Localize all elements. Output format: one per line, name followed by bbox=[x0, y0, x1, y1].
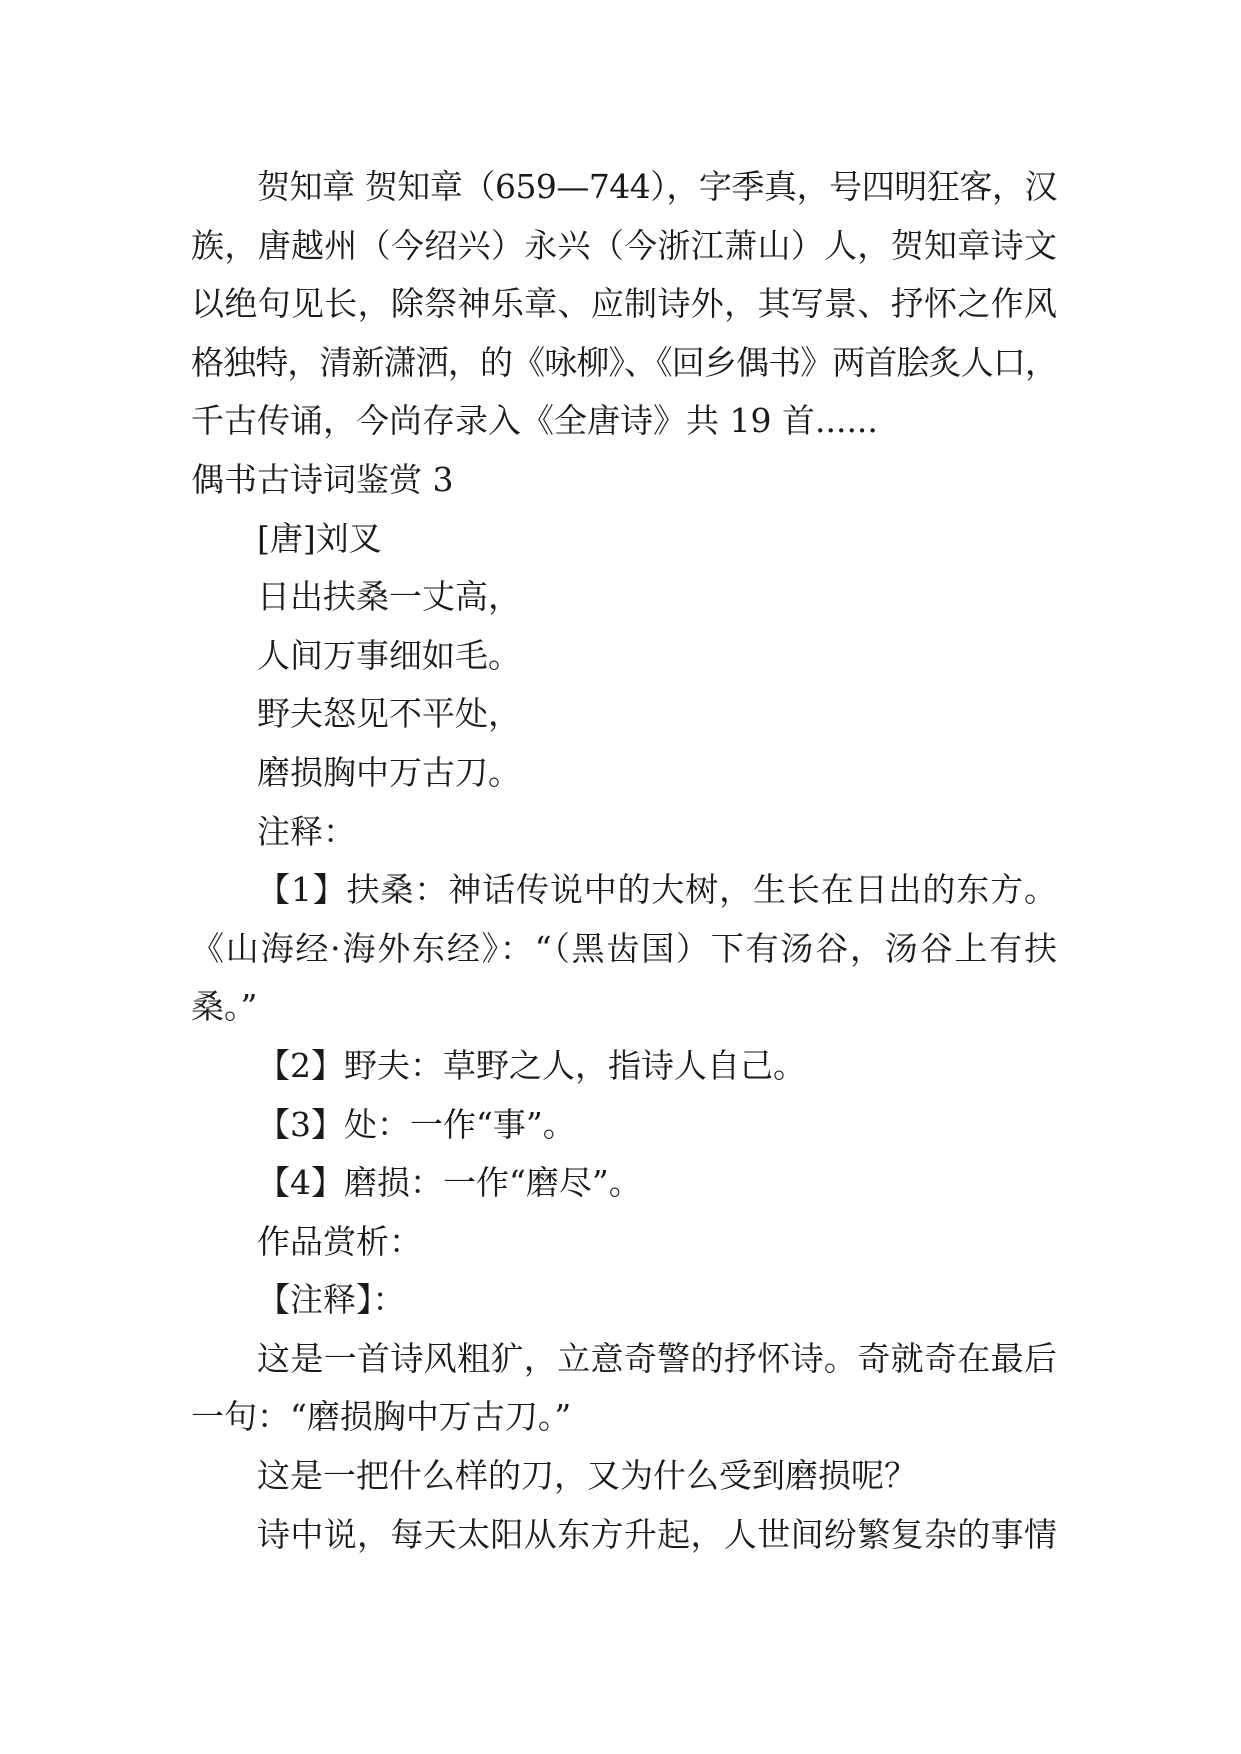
bio-paragraph bbox=[191, 158, 1057, 451]
appreciation-label: 作品赏析： bbox=[257, 1221, 422, 1261]
paragraph-line: 诗中说，每天太阳从东方升起，人世间纷繁复杂的事情 bbox=[257, 1514, 1057, 1554]
bio-line: 以绝句见长，除祭神乐章、应制诗外，其写景、抒怀之作风 bbox=[191, 284, 1057, 324]
paragraph-line: 一句：“磨损胸中万古刀。” bbox=[191, 1397, 572, 1437]
document-page bbox=[191, 158, 1057, 1564]
bio-line: 贺知章 贺知章（659—744），字季真，号四明狂客，汉 bbox=[257, 167, 1057, 206]
note-1 bbox=[191, 861, 1057, 1037]
notes-label: 注释： bbox=[257, 811, 356, 851]
bio-line: 族，唐越州（今绍兴）永兴（今浙江萧山）人，贺知章诗文 bbox=[191, 225, 1057, 265]
note-1-line: 《山海经·海外东经》：“（黑齿国）下有汤谷，汤谷上有扶 bbox=[191, 928, 1057, 968]
poem-line: 人间万事细如毛。 bbox=[257, 635, 521, 675]
poem-author: [唐]刘叉 bbox=[257, 518, 382, 558]
appreciation-sublabel: 【注释】： bbox=[257, 1280, 406, 1320]
appreciation-paragraph-2: 这是一把什么样的刀，又为什么受到磨损呢？ bbox=[257, 1456, 917, 1496]
bio-line: 千古传诵，今尚存录入《全唐诗》共 19 首...... bbox=[191, 401, 878, 441]
bio-line: 格独特，清新潇洒，的《咏柳》、《回乡偶书》两首脍炙人口， bbox=[191, 342, 1057, 382]
paragraph-line: 这是一首诗风粗犷，立意奇警的抒怀诗。奇就奇在最后 bbox=[257, 1338, 1057, 1378]
notes-section bbox=[191, 803, 1057, 1213]
poem-line: 磨损胸中万古刀。 bbox=[257, 752, 521, 792]
poem-line: 日出扶桑一丈高， bbox=[257, 577, 521, 617]
poem-line: 野夫怒见不平处， bbox=[257, 694, 521, 734]
note-1-line: 桑。” bbox=[191, 987, 258, 1027]
poem bbox=[191, 510, 1057, 803]
appreciation-paragraph-3 bbox=[191, 1506, 1057, 1565]
appreciation-section bbox=[191, 1213, 1057, 1565]
note-4: 【4】磨损：一作“磨尽”。 bbox=[257, 1163, 642, 1203]
note-1-line: 【1】扶桑：神话传说中的大树，生长在日出的东方。 bbox=[257, 870, 1057, 910]
appreciation-paragraph-1 bbox=[191, 1330, 1057, 1447]
note-2: 【2】野夫：草野之人，指诗人自己。 bbox=[257, 1045, 806, 1085]
section-heading: 偶书古诗词鉴赏 3 bbox=[191, 459, 454, 499]
note-3: 【3】处：一作“事”。 bbox=[257, 1104, 576, 1144]
